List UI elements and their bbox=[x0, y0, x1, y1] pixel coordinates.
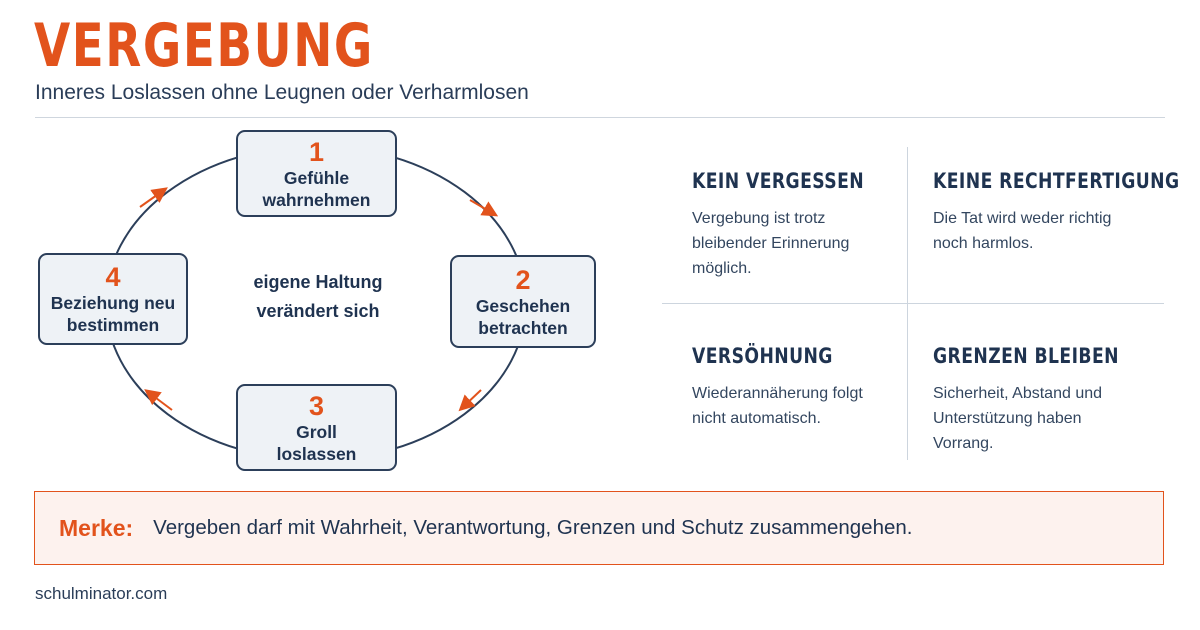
info-grenzen-bleiben bbox=[933, 343, 1168, 456]
step-label-line2: wahrnehmen bbox=[262, 189, 371, 210]
info-heading: VERSÖHNUNG bbox=[692, 344, 833, 368]
step-label-line1: Geschehen bbox=[475, 295, 571, 316]
cycle-step-3 bbox=[236, 384, 397, 471]
cycle-center-label bbox=[228, 268, 408, 326]
step-label-line1: Groll bbox=[296, 421, 337, 442]
step-number: 3 bbox=[308, 390, 325, 421]
info-text: Sicherheit, Abstand und Unterstützung haben Vorrang. bbox=[933, 385, 1103, 452]
info-heading: KEINE RECHTFERTIGUNG bbox=[933, 169, 1180, 193]
step-label-line2: betrachten bbox=[478, 317, 568, 338]
cycle-arrow-1-2 bbox=[470, 200, 494, 214]
info-text: Die Tat wird weder richtig noch harmlos. bbox=[933, 210, 1112, 252]
step-label-line1: Beziehung neu bbox=[50, 293, 176, 313]
cycle-step-1 bbox=[236, 130, 397, 217]
step-number: 2 bbox=[515, 264, 531, 295]
info-heading: KEIN VERGESSEN bbox=[692, 169, 865, 193]
cycle-step-2 bbox=[450, 255, 596, 348]
footer-site: schulminator.com bbox=[35, 584, 168, 603]
info-text: Wiederannäherung folgt nicht automatisch. bbox=[692, 385, 863, 427]
step-number: 1 bbox=[308, 136, 325, 167]
cycle-center-line2: verändert sich bbox=[256, 301, 380, 321]
step-label-line2: bestimmen bbox=[66, 315, 160, 335]
info-keine-rechtfertigung bbox=[933, 168, 1180, 256]
step-number: 4 bbox=[105, 262, 121, 292]
merke-label: Merke: bbox=[59, 514, 134, 541]
grid-divider-horizontal bbox=[662, 303, 1164, 304]
step-label-line2: loslassen bbox=[276, 443, 357, 464]
info-kein-vergessen bbox=[692, 168, 927, 281]
merke-text: Vergeben darf mit Wahrheit, Verantwortung, Grenzen und Schutz zusammengehen. bbox=[153, 516, 913, 539]
cycle-center-line1: eigene Haltung bbox=[253, 272, 383, 292]
info-heading: GRENZEN BLEIBEN bbox=[933, 344, 1119, 368]
merke-box bbox=[34, 491, 1164, 565]
page-title: VERGEBUNG bbox=[34, 11, 374, 81]
cycle-step-4 bbox=[38, 253, 188, 345]
cycle-arrow-2-3 bbox=[462, 390, 481, 408]
page-subtitle: Inneres Loslassen ohne Leugnen oder Verharmlosen bbox=[35, 81, 529, 104]
step-label-line1: Gefühle bbox=[283, 167, 350, 188]
info-text: Vergebung ist trotz bleibender Erinnerung möglich. bbox=[692, 210, 850, 277]
info-versoehnung bbox=[692, 343, 927, 431]
